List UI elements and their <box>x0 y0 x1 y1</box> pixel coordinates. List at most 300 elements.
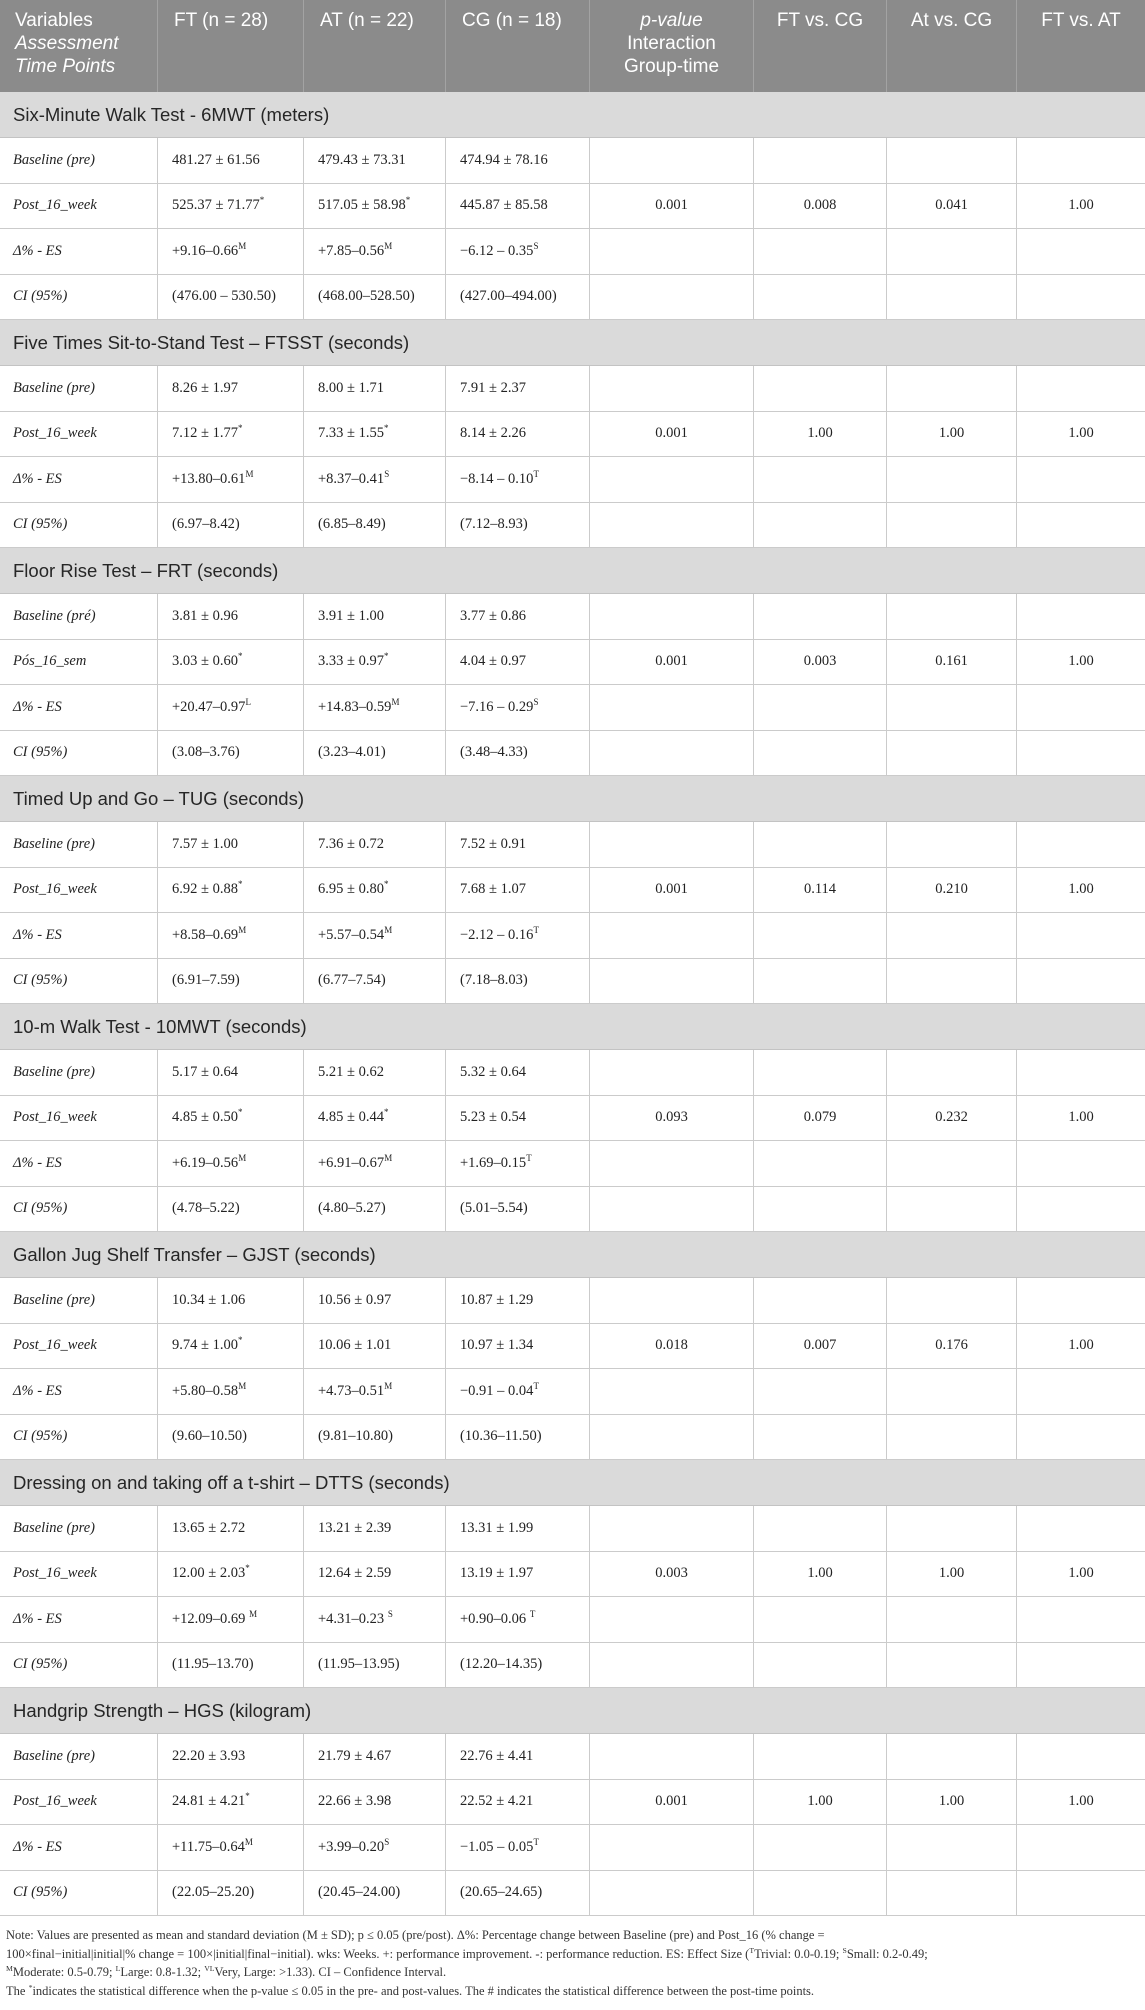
ft-value-content <box>172 1748 245 1765</box>
cg-value-content <box>460 425 526 442</box>
cg-value-text: (12.20–14.35) <box>460 1656 543 1673</box>
ft-value <box>158 731 304 777</box>
ft-vs-at-value <box>1017 731 1145 777</box>
ft-value-text: +13.80–0.61 <box>172 470 246 487</box>
cg-value-text: −1.05 – 0.05 <box>460 1838 534 1855</box>
superscript-marker: M <box>244 1836 253 1847</box>
at-value-text: 4.85 ± 0.44 <box>318 1109 384 1126</box>
at-value-content <box>318 608 384 625</box>
cg-value-text: (5.01–5.54) <box>460 1200 528 1217</box>
at-value-content <box>318 516 386 533</box>
at-value-content <box>318 1380 393 1400</box>
at-value-text: +14.83–0.59 <box>318 698 392 715</box>
table-note <box>0 1916 1145 2000</box>
ft-vs-at-value <box>1017 685 1145 731</box>
at-value-content <box>318 1292 391 1309</box>
row-label-text: Δ% - ES <box>13 926 62 943</box>
ft-value <box>158 1825 304 1871</box>
ft-value-text: (476.00 – 530.50) <box>172 288 276 305</box>
ft-vs-cg-value <box>754 640 887 686</box>
ft-value-text: +20.47–0.97 <box>172 698 246 715</box>
superscript-marker: M <box>238 1152 247 1163</box>
row-label <box>0 1278 158 1324</box>
ft-value-text: 7.57 ± 1.00 <box>172 835 238 852</box>
ft-vs-at-value <box>1017 594 1145 640</box>
cg-value <box>446 1871 590 1917</box>
at-vs-cg-value <box>887 1506 1017 1552</box>
ft-value <box>158 138 304 184</box>
ft-vs-at-value <box>1017 503 1145 549</box>
section-title: Five Times Sit-to-Stand Test – FTSST (seconds) <box>13 331 410 353</box>
at-value-text: +6.91–0.67 <box>318 1154 385 1171</box>
row-label-text: Post_16_week <box>13 197 97 214</box>
row-label <box>0 229 158 275</box>
header-assessment-label: Assessment <box>15 33 119 54</box>
ft-value <box>158 594 304 640</box>
row-label <box>0 1643 158 1689</box>
at-value <box>304 1050 446 1096</box>
ft-value-content <box>172 468 254 488</box>
note-text: Small: 0.2-0.49; <box>846 1946 928 1961</box>
superscript-marker: * <box>383 1107 389 1118</box>
at-value <box>304 868 446 914</box>
ft-value-text: 6.92 ± 0.88 <box>172 881 238 898</box>
cg-value-text: −0.91 – 0.04 <box>460 1382 534 1399</box>
section-title: Handgrip Strength – HGS (kilogram) <box>13 1699 312 1721</box>
at-value-content <box>318 1793 391 1810</box>
superscript-marker: M <box>245 468 254 479</box>
ft-value <box>158 229 304 275</box>
section-title: Floor Rise Test – FRT (seconds) <box>13 559 279 581</box>
ft-value <box>158 1096 304 1142</box>
at-value <box>304 1780 446 1826</box>
cg-value-content <box>460 836 526 853</box>
at-vs-cg-value <box>887 184 1017 230</box>
ft-vs-cg-value <box>754 1278 887 1324</box>
ft-value <box>158 1734 304 1780</box>
table-row <box>0 959 1145 1005</box>
ft-vs-cg-value <box>754 412 887 458</box>
superscript-marker: * <box>245 1791 250 1802</box>
superscript-marker: M <box>238 1380 247 1391</box>
at-value-content <box>318 653 388 670</box>
ft-vs-cg-value-text: 0.114 <box>803 881 837 898</box>
ft-value-text: +12.09–0.69 <box>172 1610 250 1627</box>
row-label-text: CI (95%) <box>13 972 68 989</box>
superscript-marker: T <box>533 924 539 935</box>
p-value-interaction <box>590 229 754 275</box>
ft-value-content <box>172 288 276 305</box>
superscript-marker: S <box>384 468 390 479</box>
at-value <box>304 594 446 640</box>
at-value-text: +5.57–0.54 <box>318 926 385 943</box>
ft-vs-cg-value <box>754 1825 887 1871</box>
ft-value-content <box>172 380 238 397</box>
p-value-interaction <box>590 1141 754 1187</box>
ft-value-text: 24.81 ± 4.21 <box>172 1793 246 1810</box>
ft-vs-at-value <box>1017 1141 1145 1187</box>
note-superscript: M <box>6 1963 13 1973</box>
ft-vs-cg-value <box>754 1871 887 1917</box>
table-row <box>0 1552 1145 1598</box>
superscript-marker: S <box>384 1836 390 1847</box>
cg-value-content <box>460 1656 542 1673</box>
at-value-text: +4.31–0.23 <box>318 1610 388 1627</box>
ft-value-content <box>172 152 260 169</box>
ft-value <box>158 1369 304 1415</box>
ft-vs-at-value <box>1017 1597 1145 1643</box>
row-label <box>0 822 158 868</box>
p-value-interaction <box>590 1415 754 1461</box>
cg-value <box>446 503 590 549</box>
ft-value-content <box>172 1793 250 1810</box>
ft-value <box>158 503 304 549</box>
ft-value <box>158 1871 304 1917</box>
note-line <box>6 1945 1139 1964</box>
p-value-interaction <box>590 1050 754 1096</box>
at-vs-cg-value <box>887 457 1017 503</box>
row-label-text: Baseline (pre) <box>13 379 96 396</box>
at-value-content <box>318 240 393 260</box>
at-value-text: 517.05 ± 58.98 <box>318 197 406 214</box>
row-label-text: Δ% - ES <box>13 242 62 259</box>
cg-value <box>446 1141 590 1187</box>
row-label-text: Baseline (pre) <box>13 1291 96 1308</box>
ft-value-content <box>172 1565 250 1582</box>
ft-value-text: 3.03 ± 0.60 <box>172 653 238 670</box>
cg-value <box>446 1278 590 1324</box>
table-row <box>0 1780 1145 1826</box>
p-value-interaction <box>590 1096 754 1142</box>
at-value <box>304 503 446 549</box>
cg-value <box>446 229 590 275</box>
p-value-interaction <box>590 1278 754 1324</box>
at-value-text: (9.81–10.80) <box>318 1428 393 1445</box>
cg-value <box>446 959 590 1005</box>
section-title: Dressing on and taking off a t-shirt – DTTS (seconds) <box>13 1471 450 1493</box>
p-value-interaction <box>590 868 754 914</box>
at-vs-cg-value-text: 0.176 <box>935 1337 968 1354</box>
row-label <box>0 412 158 458</box>
ft-value-text: 3.81 ± 0.96 <box>172 607 238 624</box>
cg-value-text: −8.14 – 0.10 <box>460 470 534 487</box>
at-value-content <box>318 288 415 305</box>
cg-value-content <box>460 608 526 625</box>
at-value <box>304 1369 446 1415</box>
cg-value-content <box>460 1337 533 1354</box>
row-label-text: Δ% - ES <box>13 1838 62 1855</box>
ft-value-text: (6.91–7.59) <box>172 972 240 989</box>
note-superscript: T <box>749 1945 755 1955</box>
at-value-text: 13.21 ± 2.39 <box>318 1519 392 1536</box>
at-vs-cg-value <box>887 594 1017 640</box>
at-vs-cg-value <box>887 1871 1017 1917</box>
ft-vs-cg-value <box>754 731 887 777</box>
cg-value-content <box>460 1109 526 1126</box>
ft-vs-cg-value <box>754 1324 887 1370</box>
ft-value-content <box>172 425 242 442</box>
row-label-text: Δ% - ES <box>13 698 62 715</box>
at-value-content <box>318 425 388 442</box>
header-cg <box>446 0 590 92</box>
ft-value-text: 525.37 ± 71.77 <box>172 197 260 214</box>
table-row <box>0 1825 1145 1871</box>
at-value-content <box>318 1520 391 1537</box>
section-header <box>0 92 1145 138</box>
p-value-interaction <box>590 1825 754 1871</box>
ft-vs-at-value-text: 1.00 <box>1068 1793 1094 1810</box>
superscript-marker: * <box>245 1563 250 1574</box>
section-header <box>0 1460 1145 1506</box>
at-vs-cg-value <box>887 229 1017 275</box>
cg-value-content <box>460 288 557 305</box>
cg-value-text: 7.91 ± 2.37 <box>460 379 526 396</box>
ft-value-text: (11.95–13.70) <box>172 1656 254 1673</box>
at-value-content <box>318 972 386 989</box>
superscript-marker: * <box>237 423 243 434</box>
at-vs-cg-value <box>887 1780 1017 1826</box>
cg-value-text: 22.76 ± 4.41 <box>460 1747 534 1764</box>
at-value-text: (6.85–8.49) <box>318 516 386 533</box>
ft-value-text: 10.34 ± 1.06 <box>172 1291 246 1308</box>
ft-vs-at-value <box>1017 1780 1145 1826</box>
cg-value <box>446 685 590 731</box>
cg-value <box>446 1643 590 1689</box>
at-value-content <box>318 197 410 214</box>
at-value-text: 6.95 ± 0.80 <box>318 881 384 898</box>
cg-value-text: (3.48–4.33) <box>460 744 528 761</box>
table-row <box>0 275 1145 321</box>
ft-value-text: (22.05–25.20) <box>172 1884 255 1901</box>
table-row <box>0 503 1145 549</box>
table-row <box>0 1734 1145 1780</box>
row-label <box>0 1825 158 1871</box>
row-label <box>0 1415 158 1461</box>
ft-vs-cg-value-text: 1.00 <box>807 1793 833 1810</box>
ft-vs-cg-value <box>754 366 887 412</box>
at-vs-cg-value <box>887 822 1017 868</box>
cg-value <box>446 1597 590 1643</box>
ft-vs-at-value <box>1017 1643 1145 1689</box>
superscript-marker: T <box>533 468 539 479</box>
note-text: 100×final−initial|initial|% change = 100×|initial|final−initial). wks: Weeks. +: performance improvement. -: performance reduction. ES: Effect Size ( <box>6 1946 750 1961</box>
cg-value-content <box>460 197 548 214</box>
p-value-interaction <box>590 640 754 686</box>
at-value <box>304 1415 446 1461</box>
row-label-text: CI (95%) <box>13 516 68 533</box>
ft-vs-at-value <box>1017 1096 1145 1142</box>
note-superscript: * <box>28 1982 33 1992</box>
table-header <box>0 0 1145 92</box>
row-label-text: Baseline (pre) <box>13 1747 96 1764</box>
cg-value-content <box>460 744 528 761</box>
ft-value-text: 12.00 ± 2.03 <box>172 1565 246 1582</box>
ft-value-text: +9.16–0.66 <box>172 242 239 259</box>
at-vs-cg-value <box>887 1278 1017 1324</box>
cg-value-content <box>460 1884 542 1901</box>
at-value-content <box>318 836 384 853</box>
p-value-interaction <box>590 1643 754 1689</box>
cg-value-text: −2.12 – 0.16 <box>460 926 534 943</box>
p-value-interaction-text: 0.001 <box>655 881 688 898</box>
row-label <box>0 457 158 503</box>
at-value-text: +7.85–0.56 <box>318 242 385 259</box>
at-vs-cg-value <box>887 138 1017 184</box>
p-value-interaction-text: 0.003 <box>655 1565 688 1582</box>
at-value-text: 21.79 ± 4.67 <box>318 1747 392 1764</box>
header-at-vs-cg-label: At vs. CG <box>910 10 993 31</box>
ft-vs-cg-value <box>754 138 887 184</box>
ft-value <box>158 1643 304 1689</box>
ft-value-content <box>172 1109 242 1126</box>
p-value-interaction <box>590 1552 754 1598</box>
ft-value <box>158 959 304 1005</box>
ft-vs-cg-value <box>754 1096 887 1142</box>
row-label-text: Baseline (pre) <box>13 1519 96 1536</box>
header-ft <box>158 0 304 92</box>
at-vs-cg-value-text: 0.161 <box>935 653 968 670</box>
ft-value <box>158 868 304 914</box>
at-value-text: (6.77–7.54) <box>318 972 386 989</box>
cg-value-content <box>460 1836 539 1856</box>
ft-value-text: +11.75–0.64 <box>172 1838 245 1855</box>
cg-value <box>446 1825 590 1871</box>
at-value-text: (468.00–528.50) <box>318 288 415 305</box>
at-value-content <box>318 1152 393 1172</box>
row-label <box>0 1871 158 1917</box>
at-value-text: +8.37–0.41 <box>318 470 385 487</box>
at-value <box>304 412 446 458</box>
ft-value-text: 22.20 ± 3.93 <box>172 1747 246 1764</box>
ft-vs-at-value <box>1017 1187 1145 1233</box>
ft-value-text: (3.08–3.76) <box>172 744 240 761</box>
row-label <box>0 1050 158 1096</box>
cg-value <box>446 457 590 503</box>
cg-value <box>446 1096 590 1142</box>
header-group-time-label: Group-time <box>623 56 720 77</box>
cg-value-content <box>460 1380 539 1400</box>
header-at-label: AT (n = 22) <box>320 10 414 31</box>
ft-vs-cg-value <box>754 913 887 959</box>
row-label <box>0 868 158 914</box>
note-text: indicates the statistical difference when the p-value ≤ 0.05 in the pre- and post-values. The # indicates the statistical difference between the post-time points. <box>32 1983 815 1998</box>
ft-value-content <box>172 1656 254 1673</box>
ft-value-content <box>172 1520 245 1537</box>
cg-value-text: 5.23 ± 0.54 <box>460 1109 526 1126</box>
at-value <box>304 1278 446 1324</box>
ft-vs-cg-value-text: 1.00 <box>807 425 833 442</box>
ft-vs-cg-value <box>754 1141 887 1187</box>
cg-value <box>446 184 590 230</box>
superscript-marker: T <box>533 1836 539 1847</box>
at-value-content <box>318 1836 390 1856</box>
at-vs-cg-value-text: 1.00 <box>938 1793 965 1810</box>
at-value <box>304 731 446 777</box>
at-value-content <box>318 744 386 761</box>
at-value-content <box>318 1884 400 1901</box>
at-value <box>304 640 446 686</box>
ft-value <box>158 1324 304 1370</box>
ft-value <box>158 1597 304 1643</box>
p-value-interaction <box>590 366 754 412</box>
at-value <box>304 822 446 868</box>
ft-value-text: (4.78–5.22) <box>172 1200 240 1217</box>
ft-vs-at-value <box>1017 412 1145 458</box>
p-value-interaction <box>590 1734 754 1780</box>
table-row <box>0 1278 1145 1324</box>
superscript-marker: L <box>245 696 251 707</box>
row-label <box>0 1369 158 1415</box>
ft-vs-cg-value-text: 1.00 <box>807 1565 833 1582</box>
row-label-text: Δ% - ES <box>13 1154 62 1171</box>
at-vs-cg-value-text: 1.00 <box>938 1565 965 1582</box>
row-label <box>0 1096 158 1142</box>
superscript-marker: * <box>383 423 389 434</box>
superscript-marker: T <box>529 1608 536 1619</box>
superscript-marker: S <box>387 1608 393 1619</box>
row-label-text: Post_16_week <box>13 1793 97 1810</box>
ft-value <box>158 1050 304 1096</box>
cg-value-text: 7.52 ± 0.91 <box>460 835 526 852</box>
at-vs-cg-value-text: 1.00 <box>938 425 965 442</box>
at-vs-cg-value <box>887 1096 1017 1142</box>
table-row <box>0 457 1145 503</box>
ft-value-content <box>172 653 242 670</box>
ft-vs-cg-value-text: 0.007 <box>803 1337 837 1354</box>
ft-vs-at-value <box>1017 184 1145 230</box>
ft-value-text: +5.80–0.58 <box>172 1382 239 1399</box>
at-value-content <box>318 1109 388 1126</box>
p-value-interaction <box>590 457 754 503</box>
note-superscript: L <box>115 1963 121 1973</box>
at-value <box>304 275 446 321</box>
table-row <box>0 1096 1145 1142</box>
at-value-content <box>318 1428 393 1445</box>
header-ft-vs-at <box>1017 0 1145 92</box>
cg-value <box>446 913 590 959</box>
ft-value <box>158 1415 304 1461</box>
table-row <box>0 1324 1145 1370</box>
ft-vs-cg-value-text: 0.079 <box>803 1109 837 1126</box>
table-row <box>0 731 1145 777</box>
note-text: Moderate: 0.5-0.79; <box>12 1965 116 1979</box>
ft-value-text: 7.12 ± 1.77 <box>172 425 238 442</box>
at-value-text: 7.36 ± 0.72 <box>318 835 384 852</box>
ft-vs-cg-value <box>754 822 887 868</box>
at-value-content <box>318 1608 393 1628</box>
note-text: Trivial: 0.0-0.19; <box>754 1946 843 1961</box>
p-value-interaction-text: 0.001 <box>655 197 688 214</box>
ft-vs-cg-value <box>754 685 887 731</box>
p-value-interaction <box>590 1780 754 1826</box>
ft-vs-at-value <box>1017 229 1145 275</box>
row-label <box>0 184 158 230</box>
ft-value-content <box>172 1152 247 1172</box>
p-value-interaction-text: 0.093 <box>655 1109 688 1126</box>
row-label-text: Post_16_week <box>13 425 97 442</box>
header-p-value-label: p-value <box>640 10 703 31</box>
table-row <box>0 685 1145 731</box>
at-vs-cg-value <box>887 275 1017 321</box>
cg-value <box>446 1552 590 1598</box>
at-value <box>304 138 446 184</box>
at-vs-cg-value <box>887 412 1017 458</box>
cg-value-content <box>460 1064 526 1081</box>
header-variables <box>0 0 158 92</box>
ft-value-text: 8.26 ± 1.97 <box>172 379 238 396</box>
cg-value-text: 8.14 ± 2.26 <box>460 425 526 442</box>
ft-vs-at-value <box>1017 913 1145 959</box>
